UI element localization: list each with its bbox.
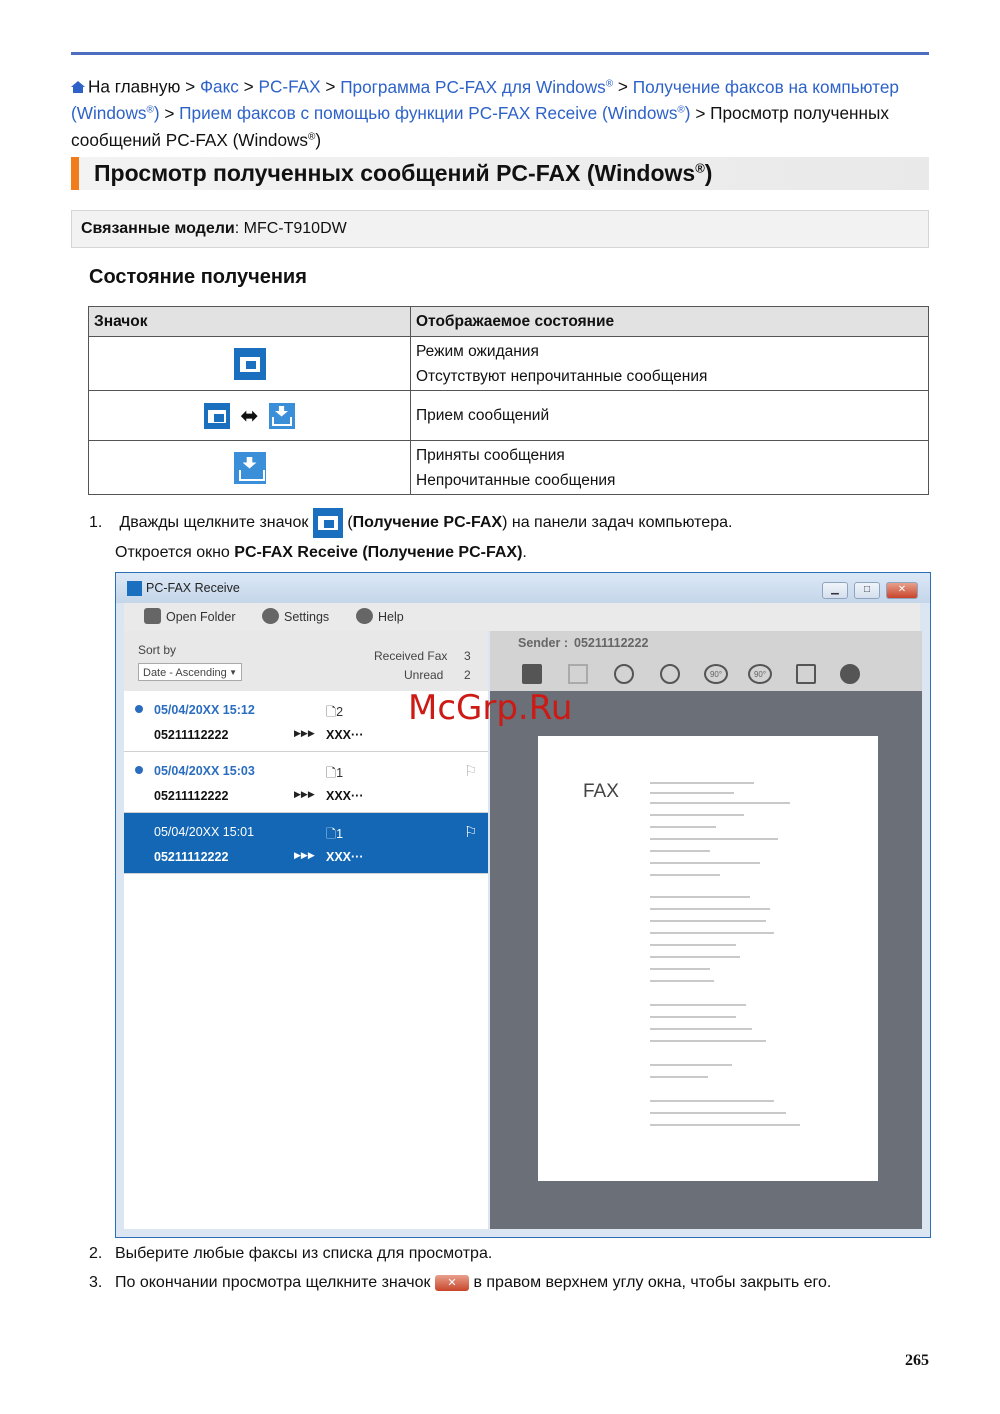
zoom-out-icon[interactable] [614, 664, 634, 684]
status-table [88, 306, 929, 495]
double-arrow-icon: ⬌ [240, 402, 259, 428]
sender-value: 05211112222 [574, 636, 649, 650]
window-title: PC-FAX Receive [146, 581, 240, 595]
list-header [124, 631, 488, 691]
status-no-unread: Отсутствуют непрочитанные сообщения [416, 367, 708, 385]
step-2: 2. Выберите любые факсы из списка для просмотра. [89, 1245, 493, 1262]
breadcrumb-receive-func[interactable]: Прием факсов с помощью функции PC-FAX Receive (Windows®) [179, 103, 691, 124]
page-icon: 🗋 [326, 766, 337, 780]
received-fax-icon [269, 403, 295, 429]
arrow-icon: ▶▶▶ [294, 728, 315, 738]
sender-label: Sender : [518, 636, 569, 650]
open-folder-button[interactable]: Open Folder [166, 610, 236, 624]
breadcrumb [71, 72, 931, 152]
unread-dot-icon [135, 705, 143, 713]
step-1-result: Откроется окно PC-FAX Receive (Получение PC-FAX). [115, 544, 527, 561]
breadcrumb-sep: > [164, 103, 175, 124]
status-received: Приняты сообщения [416, 446, 565, 464]
info-icon[interactable] [840, 664, 860, 684]
breadcrumb-sep: > [325, 76, 336, 97]
close-window-icon: ✕ [435, 1275, 469, 1291]
standby-fax-icon [234, 348, 266, 380]
breadcrumb-sep: > [617, 76, 628, 97]
settings-button[interactable]: Settings [284, 610, 330, 624]
status-receiving: Прием сообщений [416, 406, 550, 424]
received-fax-icon [234, 452, 266, 484]
breadcrumb-sep: > [243, 76, 254, 97]
breadcrumb-pcfax[interactable]: PC-FAX [258, 76, 321, 97]
rotate-right-icon[interactable]: 90° [748, 664, 772, 684]
preview-toolbar [490, 631, 922, 691]
breadcrumb-current: Просмотр полученных сообщений PC-FAX (Windows®) [71, 103, 889, 151]
minimize-button[interactable]: ▁ [822, 582, 848, 599]
section-title: Состояние получения [89, 266, 307, 288]
folder-icon [144, 608, 161, 624]
help-button[interactable]: Help [378, 610, 404, 624]
breadcrumb-fax[interactable]: Факс [199, 76, 239, 97]
step-3: 3. По окончании просмотра щелкните значок ✕ в правом верхнем углу окна, чтобы закрыть его. [89, 1274, 832, 1291]
fax-list-item[interactable]: 05/04/20XX 15:03 🗋1 05211112222 ▶▶▶ XXX··· ⚐ [124, 752, 488, 813]
received-fax-label: Received Fax [374, 649, 448, 663]
pc-fax-receive-window [115, 572, 931, 1238]
unread-label: Unread [404, 668, 444, 682]
status-unread: Непрочитанные сообщения [416, 471, 616, 489]
breadcrumb-receive-pc[interactable]: Получение факсов на компьютер (Windows®) [71, 76, 899, 124]
window-titlebar [116, 573, 930, 603]
print-icon[interactable] [522, 664, 542, 684]
models-label: Связанные модели [81, 220, 235, 237]
table-header-status: Отображаемое состояние [411, 307, 929, 337]
page-icon: 🗋 [326, 827, 337, 841]
close-button[interactable]: ✕ [886, 582, 918, 599]
arrow-icon: ▶▶▶ [294, 789, 315, 799]
fax-list-item[interactable]: 05/04/20XX 15:12 🗋2 05211112222 ▶▶▶ XXX··· [124, 691, 488, 752]
sort-by-label: Sort by [138, 643, 177, 657]
fax-list-item-selected[interactable]: 05/04/20XX 15:01 🗋1 05211112222 ▶▶▶ XXX··· ⚐ [124, 813, 488, 874]
page-icon: 🗋 [326, 705, 337, 719]
sort-select[interactable]: Date - Ascending ▼ [138, 663, 242, 681]
breadcrumb-home[interactable]: На главную [88, 76, 181, 97]
help-icon [356, 608, 373, 624]
fax-heading: FAX [583, 781, 619, 802]
app-icon [127, 581, 142, 596]
maximize-button[interactable]: □ [854, 582, 880, 599]
pc-fax-receive-icon [313, 508, 343, 538]
watermark: McGrp.Ru [408, 688, 573, 728]
models-value: : MFC-T910DW [234, 220, 347, 237]
flag-icon[interactable]: ⚐ [464, 824, 478, 841]
home-icon [71, 81, 85, 93]
breadcrumb-program[interactable]: Программа PC-FAX для Windows® [340, 76, 614, 97]
related-models [71, 210, 929, 248]
breadcrumb-sep: > [695, 103, 706, 124]
page-title-bar [71, 157, 929, 190]
unread-count: 2 [464, 668, 471, 682]
standby-fax-icon [204, 403, 230, 429]
gear-icon [262, 608, 279, 624]
arrow-icon: ▶▶▶ [294, 850, 315, 860]
flag-icon[interactable]: ⚐ [464, 763, 478, 780]
window-toolbar [124, 603, 920, 631]
table-header-icon: Значок [89, 307, 411, 337]
fax-page-preview [538, 736, 878, 1181]
trash-icon[interactable] [796, 664, 816, 684]
page-title: Просмотр полученных сообщений PC-FAX (Windows®) [94, 160, 713, 186]
received-fax-count: 3 [464, 649, 471, 663]
zoom-in-icon[interactable] [660, 664, 680, 684]
step-1: 1. Дважды щелкните значок (Получение PC-FAX) на панели задач компьютера. [89, 508, 732, 538]
top-rule [71, 52, 929, 55]
page-number: 265 [905, 1352, 929, 1369]
rotate-left-icon[interactable]: 90° [704, 664, 728, 684]
chevron-down-icon: ▼ [229, 668, 237, 677]
breadcrumb-sep: > [185, 76, 196, 97]
fit-icon[interactable] [568, 664, 588, 684]
title-accent [71, 157, 79, 190]
unread-dot-icon [135, 766, 143, 774]
status-standby: Режим ожидания [416, 342, 539, 360]
